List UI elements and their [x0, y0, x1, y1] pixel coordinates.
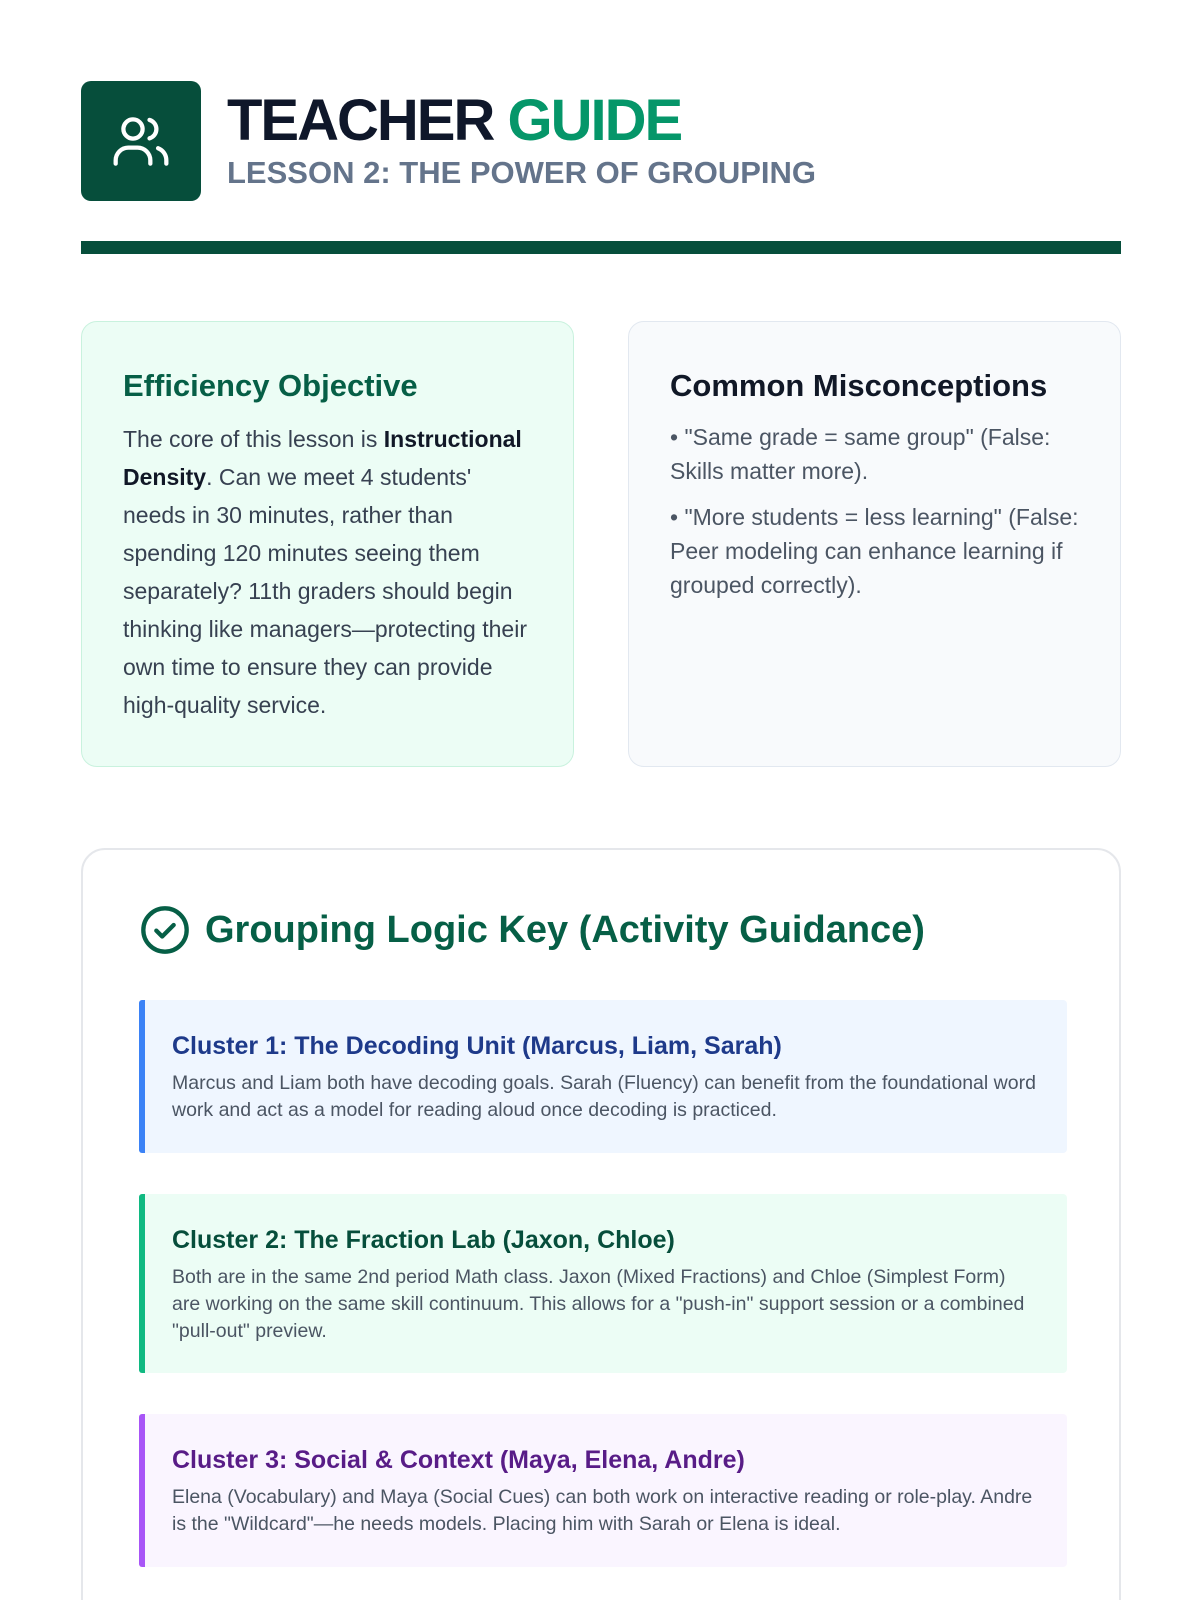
misconception-item: • "Same grade = same group" (False: Skills matter more).	[670, 424, 1051, 484]
misconceptions-title: Common Misconceptions	[670, 368, 1048, 403]
cluster-card-decoding-unit	[139, 1000, 1067, 1153]
cluster-card-fraction-lab	[139, 1194, 1067, 1373]
cluster-title: Cluster 2: The Fraction Lab (Jaxon, Chloe)	[172, 1226, 675, 1254]
objective-body-intro: The core of this lesson is	[123, 426, 384, 452]
header-divider	[81, 241, 1121, 254]
page-header	[81, 81, 1121, 201]
page-title	[227, 89, 681, 153]
cluster-description: Marcus and Liam both have decoding goals. Sarah (Fluency) can benefit from the foundational word work and act as a model for reading aloud once decoding is practiced.	[172, 1072, 1036, 1121]
grouping-key-title: Grouping Logic Key (Activity Guidance)	[205, 909, 925, 951]
lesson-subtitle: LESSON 2: THE POWER OF GROUPING	[227, 155, 817, 190]
cluster-description: Elena (Vocabulary) and Maya (Social Cues) can both work on interactive reading or role-play. Andre is the "Wildcard"—he needs models. Placing him with Sarah or Elena is ideal.	[172, 1486, 1033, 1535]
efficiency-objective-body	[123, 420, 533, 724]
title-guide: GUIDE	[507, 88, 682, 153]
title-teacher: TEACHER	[227, 88, 494, 153]
cluster-accent-bar	[139, 1414, 145, 1567]
users-icon	[109, 109, 173, 173]
check-circle-icon	[139, 904, 191, 956]
misconceptions-card	[628, 321, 1121, 767]
cluster-accent-bar	[139, 1000, 145, 1153]
cluster-card-social-context	[139, 1414, 1067, 1567]
cluster-title: Cluster 1: The Decoding Unit (Marcus, Liam, Sarah)	[172, 1032, 782, 1060]
efficiency-objective-title: Efficiency Objective	[123, 368, 418, 403]
logo	[81, 81, 201, 201]
grouping-key-heading	[139, 904, 925, 956]
objective-body-rest: . Can we meet 4 students' needs in 30 minutes, rather than spending 120 minutes seeing them separately? 11th graders should begin thinking like managers—protecting their own time to ensure they can provide high-quality service.	[123, 464, 527, 718]
misconception-item: • "More students = less learning" (False: Peer modeling can enhance learning if grouped correctly).	[670, 504, 1079, 598]
efficiency-objective-card	[81, 321, 574, 767]
cluster-accent-bar	[139, 1194, 145, 1373]
cluster-description: Both are in the same 2nd period Math class. Jaxon (Mixed Fractions) and Chloe (Simplest Form) are working on the same skill continuum. This allows for a "push-in" support session or a combined "pull-out" preview.	[172, 1266, 1025, 1342]
cluster-title: Cluster 3: Social & Context (Maya, Elena, Andre)	[172, 1446, 745, 1474]
objective-body-highlight: Instructional Density	[123, 426, 522, 490]
grouping-logic-key	[81, 848, 1121, 1600]
